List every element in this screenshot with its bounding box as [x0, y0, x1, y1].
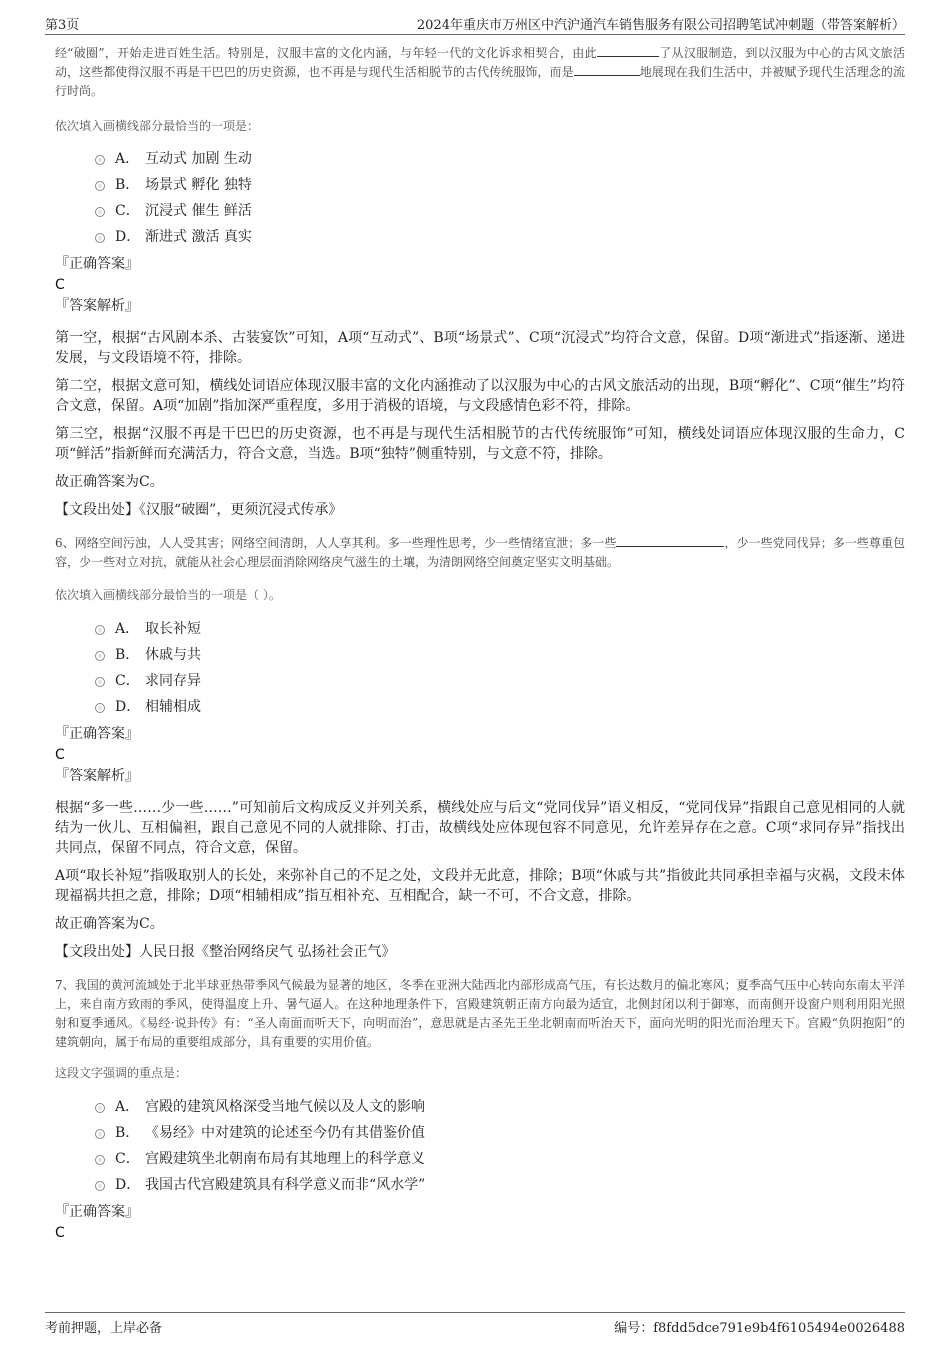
analysis-paragraph: 第一空，根据“古风剧本杀、古装宴饮”可知，A项“互动式”、B项“场景式”、C项“沉浸式”均符合文意，保留。D项“渐进式”指逐渐、递进发展，与文段语境不符，排除。: [55, 330, 905, 366]
analysis-paragraph: 第三空，根据“汉服不再是干巴巴的历史资源，也不再是与现代生活相脱节的古代传统服饰”可知，横线处词语应体现汉服的生命力，C项“鲜活”指新鲜而充满活力，符合文意，当选。B项“独特”侧重特别，与文意不符，排除。: [55, 426, 905, 462]
radio-icon[interactable]: [95, 207, 105, 217]
option-c[interactable]: C． 求同存异: [95, 668, 905, 694]
correct-answer: C: [55, 1225, 65, 1241]
radio-icon[interactable]: [95, 233, 105, 243]
radio-icon[interactable]: [95, 181, 105, 191]
correct-answer: C: [55, 747, 65, 763]
analysis-paragraph: 根据“多一些……少一些……”可知前后文构成反义并列关系，横线处应与后文“党同伐异”语义相反，“党同伐异”指跟自己意见相同的人就结为一伙儿、互相偏袒，跟自己意见不同的人就排除、打击，故横线处应体现包容不同意见，允许差异存在之意。C项“求同存异”指找出共同点，保留不同点，符合文意，保留。: [55, 800, 905, 856]
question-7-text: 7、我国的黄河流域处于北半球亚热带季风气候最为显著的地区，冬季在亚洲大陆西北内部形成高气压，有长达数月的偏北寒风；夏季高气压中心转向东南太平洋上，来自南方致雨的季风，使得温度上升、暑气逼人。在这种地理条件下，宫殿建筑朝正南方向最为适宜，北侧封闭以利于御寒，而南侧开设窗户则利用阳光照射和夏季通风。《易经·说卦传》有：“圣人南面而听天下，向明而治”，意思就是古圣先王坐北朝南而听治天下，面向光明的阳光而治理天下。宫殿“负阴抱阳”的建筑朝向，属于布局的重要组成部分，具有重要的实用价值。: [55, 978, 905, 1049]
radio-icon[interactable]: [95, 677, 105, 687]
question-6-options: [95, 616, 905, 720]
answer-blank: [574, 63, 640, 76]
question-7-prompt: 这段文字强调的重点是：: [55, 1066, 188, 1080]
option-c[interactable]: C． 宫殿建筑坐北朝南布局有其地理上的科学意义: [95, 1146, 905, 1172]
option-b[interactable]: B． 场景式 孵化 独特: [95, 172, 905, 198]
radio-icon[interactable]: [95, 1155, 105, 1165]
question-6-text: 6、网络空间污浊，人人受其害；网络空间清朗，人人享其利。多一些理性思考，少一些情绪宣泄；多一些 ，少一些党同伐异；多一些尊重包容，少一些对立对抗，就能从社会心理层面消除网络戾气滋生的土壤，为清朗网络空间奠定坚实文明基础。: [55, 536, 905, 569]
passage-source: 【文段出处】《汉服“破圈”，更须沉浸式传承》: [55, 502, 343, 518]
answer-blank: [597, 44, 659, 57]
option-c[interactable]: C． 沉浸式 催生 鲜活: [95, 198, 905, 224]
option-b[interactable]: B． 《易经》中对建筑的论述至今仍有其借鉴价值: [95, 1120, 905, 1146]
page-header: [45, 12, 905, 35]
analysis-label: 『答案解析』: [55, 768, 139, 784]
question-5-passage: 经“破圈”，开始走进百姓生活。特别是，汉服丰富的文化内涵，与年轻一代的文化诉求相契合，由此 了从汉服制造，到以汉服为中心的古风文旅活动，这些都使得汉服不再是干巴巴的历史资源，也不再是与现代生活相脱节的古代传统服饰，而是 地展现在我们生活中，并被赋予现代生活理念的流行时尚。: [55, 46, 905, 98]
question-5-prompt: 依次填入画横线部分最恰当的一项是：: [55, 119, 260, 133]
analysis-label: 『答案解析』: [55, 298, 139, 314]
option-a[interactable]: A． 互动式 加剧 生动: [95, 146, 905, 172]
document-id: 编号：f8fdd5dce791e9b4f6105494e0026488: [614, 1321, 905, 1336]
answer-label: 『正确答案』: [55, 256, 139, 272]
radio-icon[interactable]: [95, 1181, 105, 1191]
footer-slogan: 考前押题，上岸必备: [45, 1321, 163, 1336]
document-title: 2024年重庆市万州区中汽沪通汽车销售服务有限公司招聘笔试冲刺题（带答案解析）: [416, 18, 905, 33]
answer-label: 『正确答案』: [55, 726, 139, 742]
question-5-options: [95, 146, 905, 250]
option-d[interactable]: D． 相辅相成: [95, 694, 905, 720]
page-content: [55, 44, 905, 1243]
correct-answer: C: [55, 277, 65, 293]
option-d[interactable]: D． 渐进式 激活 真实: [95, 224, 905, 250]
page-footer: [45, 1312, 905, 1341]
option-a[interactable]: A． 宫殿的建筑风格深受当地气候以及人文的影响: [95, 1094, 905, 1120]
analysis-paragraph: 第二空，根据文意可知，横线处词语应体现汉服丰富的文化内涵推动了以汉服为中心的古风文旅活动的出现，B项“孵化”、C项“催生”均符合文意，保留。A项“加剧”指加深严重程度，多用于消极的语境，与文段感情色彩不符，排除。: [55, 378, 905, 414]
analysis-paragraph: A项“取长补短”指吸取别人的长处，来弥补自己的不足之处，文段并无此意，排除；B项“休戚与共”指彼此共同承担幸福与灾祸，文段未体现福祸共担之意，排除；D项“相辅相成”指互相补充、互相配合，缺一不可，不合文意，排除。: [55, 868, 905, 904]
radio-icon[interactable]: [95, 155, 105, 165]
radio-icon[interactable]: [95, 1103, 105, 1113]
question-6-prompt: 依次填入画横线部分最恰当的一项是（ ）。: [55, 588, 281, 602]
passage-source: 【文段出处】人民日报《整治网络戾气 弘扬社会正气》: [55, 944, 396, 960]
answer-blank: [616, 534, 724, 547]
radio-icon[interactable]: [95, 703, 105, 713]
option-b[interactable]: B． 休戚与共: [95, 642, 905, 668]
analysis-conclusion: 故正确答案为C。: [55, 474, 164, 490]
radio-icon[interactable]: [95, 625, 105, 635]
radio-icon[interactable]: [95, 651, 105, 661]
answer-label: 『正确答案』: [55, 1204, 139, 1220]
question-7-options: [95, 1094, 905, 1198]
option-a[interactable]: A． 取长补短: [95, 616, 905, 642]
page-number: 第3页: [45, 18, 80, 33]
radio-icon[interactable]: [95, 1129, 105, 1139]
option-d[interactable]: D． 我国古代宫殿建筑具有科学意义而非“风水学”: [95, 1172, 905, 1198]
analysis-conclusion: 故正确答案为C。: [55, 916, 164, 932]
